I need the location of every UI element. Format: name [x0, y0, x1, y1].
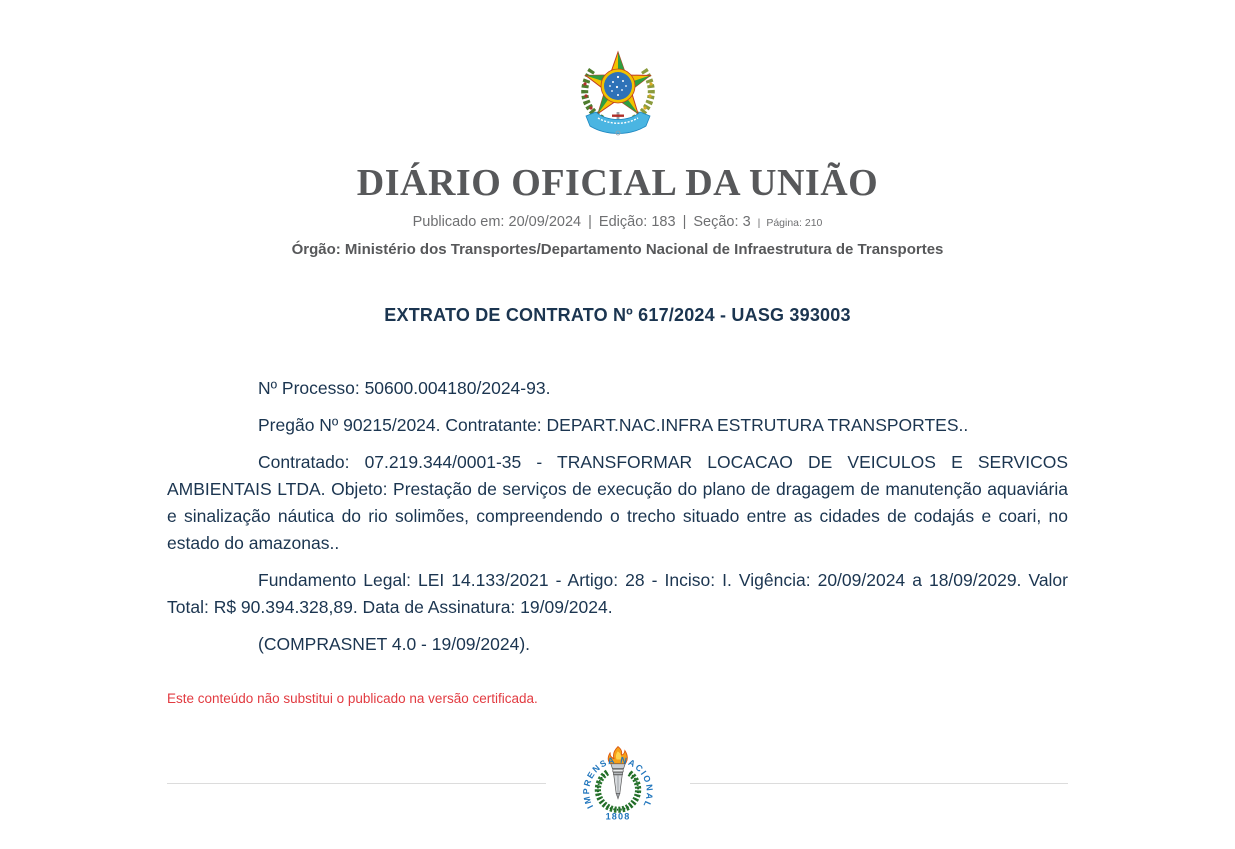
logo-torch	[608, 747, 627, 799]
paragraph-pregao: Pregão Nº 90215/2024. Contratante: DEPART.NAC.INFRA ESTRUTURA TRANSPORTES..	[258, 415, 969, 435]
edition-label: Edição:	[598, 214, 648, 230]
logo-text: IMPRENSA NACIONAL	[580, 754, 655, 811]
publication-meta	[167, 214, 1068, 230]
edition-value: 183	[651, 214, 676, 230]
meta-separator: |	[588, 214, 592, 230]
masthead	[167, 0, 1068, 258]
imprensa-nacional-torch-icon	[572, 742, 664, 824]
logo-year: 1808	[605, 811, 630, 822]
paragraph-processo: Nº Processo: 50600.004180/2024-93.	[258, 378, 551, 398]
footer-rule-right	[690, 783, 1069, 784]
published-label: Publicado em:	[412, 214, 505, 230]
paragraph-contratado: Contratado: 07.219.344/0001-35 - TRANSFORMAR LOCACAO DE VEICULOS E SERVICOS AMBIENTAIS LTDA. Objeto: Prestação de serviços de execução do plano de dragagem de manutenção aquaviária e sinalização náutica do rio solimões, compreendendo o trecho situado entre as cidades de codajás e coari, no estado do amazonas..	[167, 452, 1068, 553]
meta-separator: |	[757, 217, 761, 229]
crest-container	[167, 0, 1068, 145]
page-label: Página:	[766, 217, 802, 229]
organ-value: Ministério dos Transportes/Departamento Nacional de Infraestrutura de Transportes	[344, 241, 944, 258]
page-value: 210	[804, 217, 823, 229]
disclaimer-text: Este conteúdo não substitui o publicado na versão certificada.	[167, 691, 538, 706]
article-body	[167, 375, 1068, 658]
organ-line	[167, 241, 1068, 258]
article-heading: EXTRATO DE CONTRATO Nº 617/2024 - UASG 393003	[384, 305, 851, 325]
article	[167, 305, 1068, 706]
meta-separator: |	[682, 214, 687, 230]
brazil-coat-of-arms-icon	[570, 40, 666, 140]
section-label: Seção:	[693, 214, 739, 230]
paragraph-fundamento-legal: Fundamento Legal: LEI 14.133/2021 - Artigo: 28 - Inciso: I. Vigência: 20/09/2024 a 18/09/2029. Valor Total: R$ 90.394.328,89. Data de Assinatura: 19/09/2024.	[167, 570, 1068, 617]
imprensa-nacional-logo	[572, 742, 664, 824]
page-footer	[167, 742, 1068, 849]
document-page	[167, 0, 1068, 849]
paragraph-comprasnet: (COMPRASNET 4.0 - 19/09/2024).	[258, 634, 531, 654]
section-value: 3	[742, 214, 751, 230]
gazette-title: DIÁRIO OFICIAL DA UNIÃO	[356, 162, 879, 204]
organ-label: Órgão:	[291, 241, 341, 258]
footer-rule-left	[167, 783, 546, 784]
published-date: 20/09/2024	[508, 214, 582, 230]
page-meta	[755, 217, 823, 229]
